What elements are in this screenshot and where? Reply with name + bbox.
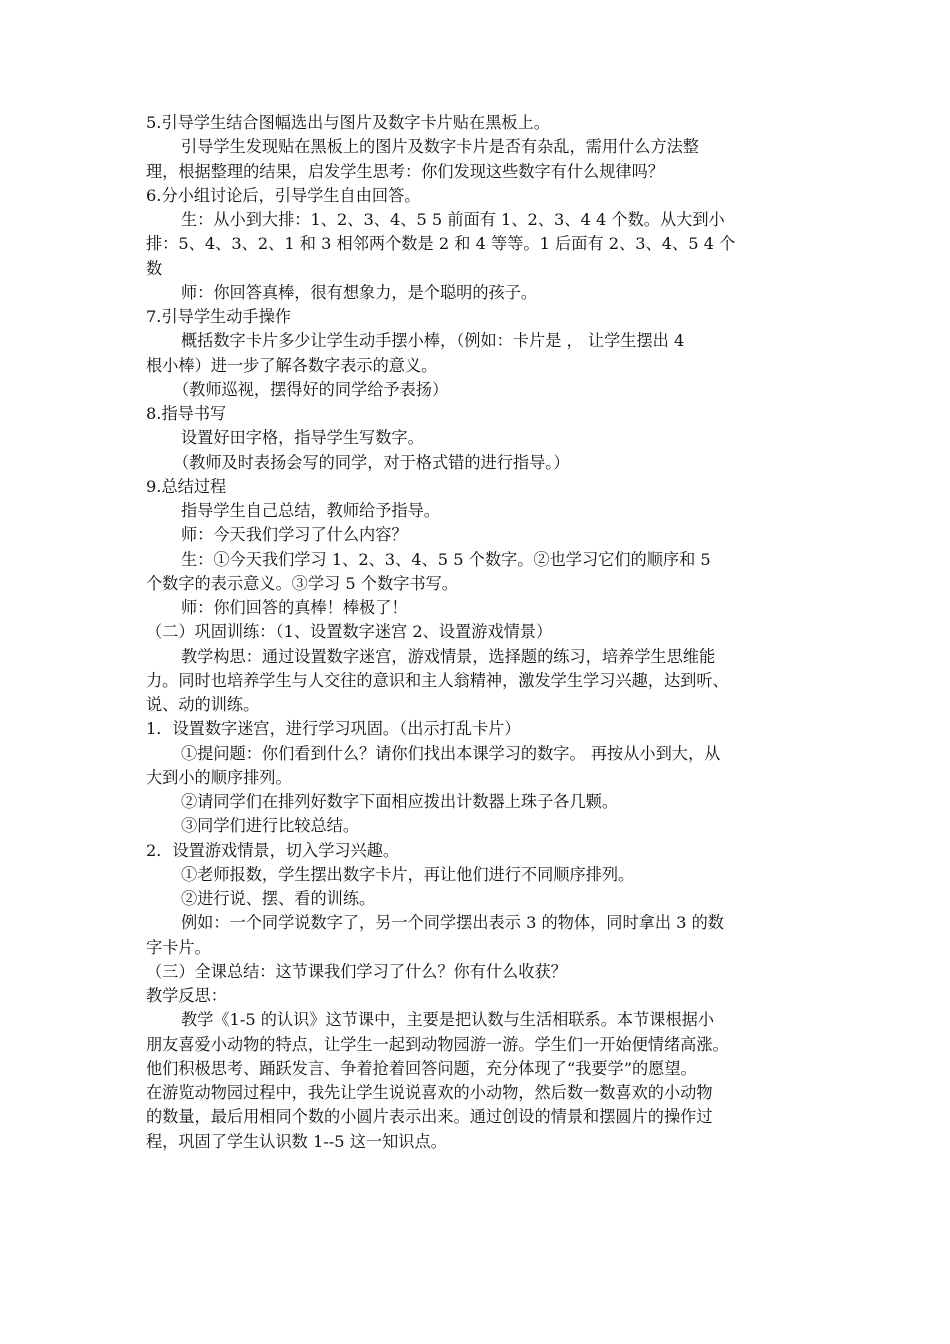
text-line: 在游览动物园过程中，我先让学生说说喜欢的小动物，然后数一数喜欢的小动物: [146, 1083, 713, 1102]
text-line: （二）巩固训练：（1、设置数字迷宫 2、设置游戏情景）: [146, 622, 553, 642]
text-line: 生：①今天我们学习 1、2、3、4、5 5 个数字。②也学习它们的顺序和 5: [181, 549, 711, 569]
text-line: 师：今天我们学习了什么内容？: [181, 525, 408, 545]
text-line: 朋友喜爱小动物的特点，让学生一起到动物园游一游。学生们一开始便情绪高涨。: [146, 1034, 729, 1054]
text-line: ②请同学们在排列好数字下面相应拨出计数器上珠子各几颗。: [181, 792, 619, 811]
text-line: （教师及时表扬会写的同学，对于格式错的进行指导。）: [173, 452, 570, 472]
text-line: 8.指导书写: [146, 404, 227, 423]
text-line: ①提问题：你们看到什么？请你们找出本课学习的数字。 再按从小到大，从: [181, 743, 721, 763]
text-line: 设置好田字格，指导学生写数字。: [181, 428, 424, 448]
text-line: 大到小的顺序排列。: [146, 767, 292, 787]
text-line: 程，巩固了学生认识数 1--5 这一知识点。: [146, 1131, 447, 1151]
text-line: 理，根据整理的结果，启发学生思考：你们发现这些数字有什么规律吗？: [146, 161, 664, 181]
text-line: ①老师报数，学生摆出数字卡片，再让他们进行不同顺序排列。: [181, 864, 635, 884]
text-line: 教学反思：: [146, 986, 227, 1005]
text-line: 师：你们回答的真棒！棒极了！: [181, 598, 408, 617]
text-line: 9.总结过程: [146, 476, 227, 496]
text-line: 5.引导学生结合图幅选出与图片及数字卡片贴在黑板上。: [146, 113, 550, 132]
text-line: 2．设置游戏情景，切入学习兴趣。: [146, 840, 400, 860]
text-line: 说、动的训练。: [146, 695, 260, 714]
text-line: 生：从小到大排：1、2、3、4、5 5 前面有 1、2、3、4 4 个数。从大到小: [181, 210, 725, 229]
document-page: [146, 111, 808, 1154]
text-line: 教学构思：通过设置数字迷宫，游戏情景，选择题的练习，培养学生思维能: [181, 646, 716, 666]
text-line: 7.引导学生动手操作: [146, 307, 291, 326]
text-line: 1．设置数字迷宫，进行学习巩固。（出示打乱卡片）: [146, 719, 521, 739]
text-line: （教师巡视，摆得好的同学给予表扬）: [173, 379, 449, 399]
text-line: 字卡片。: [146, 937, 211, 957]
text-line: 的数量，最后用相同个数的小圆片表示出来。通过创设的情景和摆圆片的操作过: [146, 1107, 713, 1127]
text-line: 根小棒）进一步了解各数字表示的意义。: [146, 355, 438, 375]
text-line: 个数字的表示意义。③学习 5 个数字书写。: [146, 573, 458, 593]
text-line: 6.分小组讨论后，引导学生自由回答。: [146, 185, 421, 205]
text-line: 他们积极思考、踊跃发言、争着抢着回答问题，充分体现了“我要学”的愿望。: [146, 1058, 697, 1078]
text-line: 指导学生自己总结，教师给予指导。: [181, 501, 440, 520]
text-line: 数: [146, 258, 163, 278]
text-line: ②进行说、摆、看的训练。: [181, 889, 376, 908]
text-line: 引导学生发现贴在黑板上的图片及数字卡片是否有杂乱，需用什么方法整: [181, 137, 699, 157]
text-line: 例如：一个同学说数字了，另一个同学摆出表示 3 的物体，同时拿出 3 的数: [181, 913, 724, 933]
text-line: （三）全课总结：这节课我们学习了什么？你有什么收获？: [146, 961, 567, 981]
text-line: 师：你回答真棒，很有想象力，是个聪明的孩子。: [181, 282, 538, 302]
text-line: 排：5、4、3、2、1 和 3 相邻两个数是 2 和 4 等等。1 后面有 2、3、4、5 4 个: [146, 234, 736, 254]
text-line: 概括数字卡片多少让学生动手摆小棒，（例如：卡片是 ， 让学生摆出 4: [181, 331, 685, 351]
text-line: 教学《1-5 的认识》这节课中，主要是把认数与生活相联系。本节课根据小: [181, 1010, 715, 1030]
text-line: 力。同时也培养学生与人交往的意识和主人翁精神，激发学生学习兴趣，达到听、: [146, 670, 729, 690]
text-line: ③同学们进行比较总结。: [181, 816, 360, 836]
